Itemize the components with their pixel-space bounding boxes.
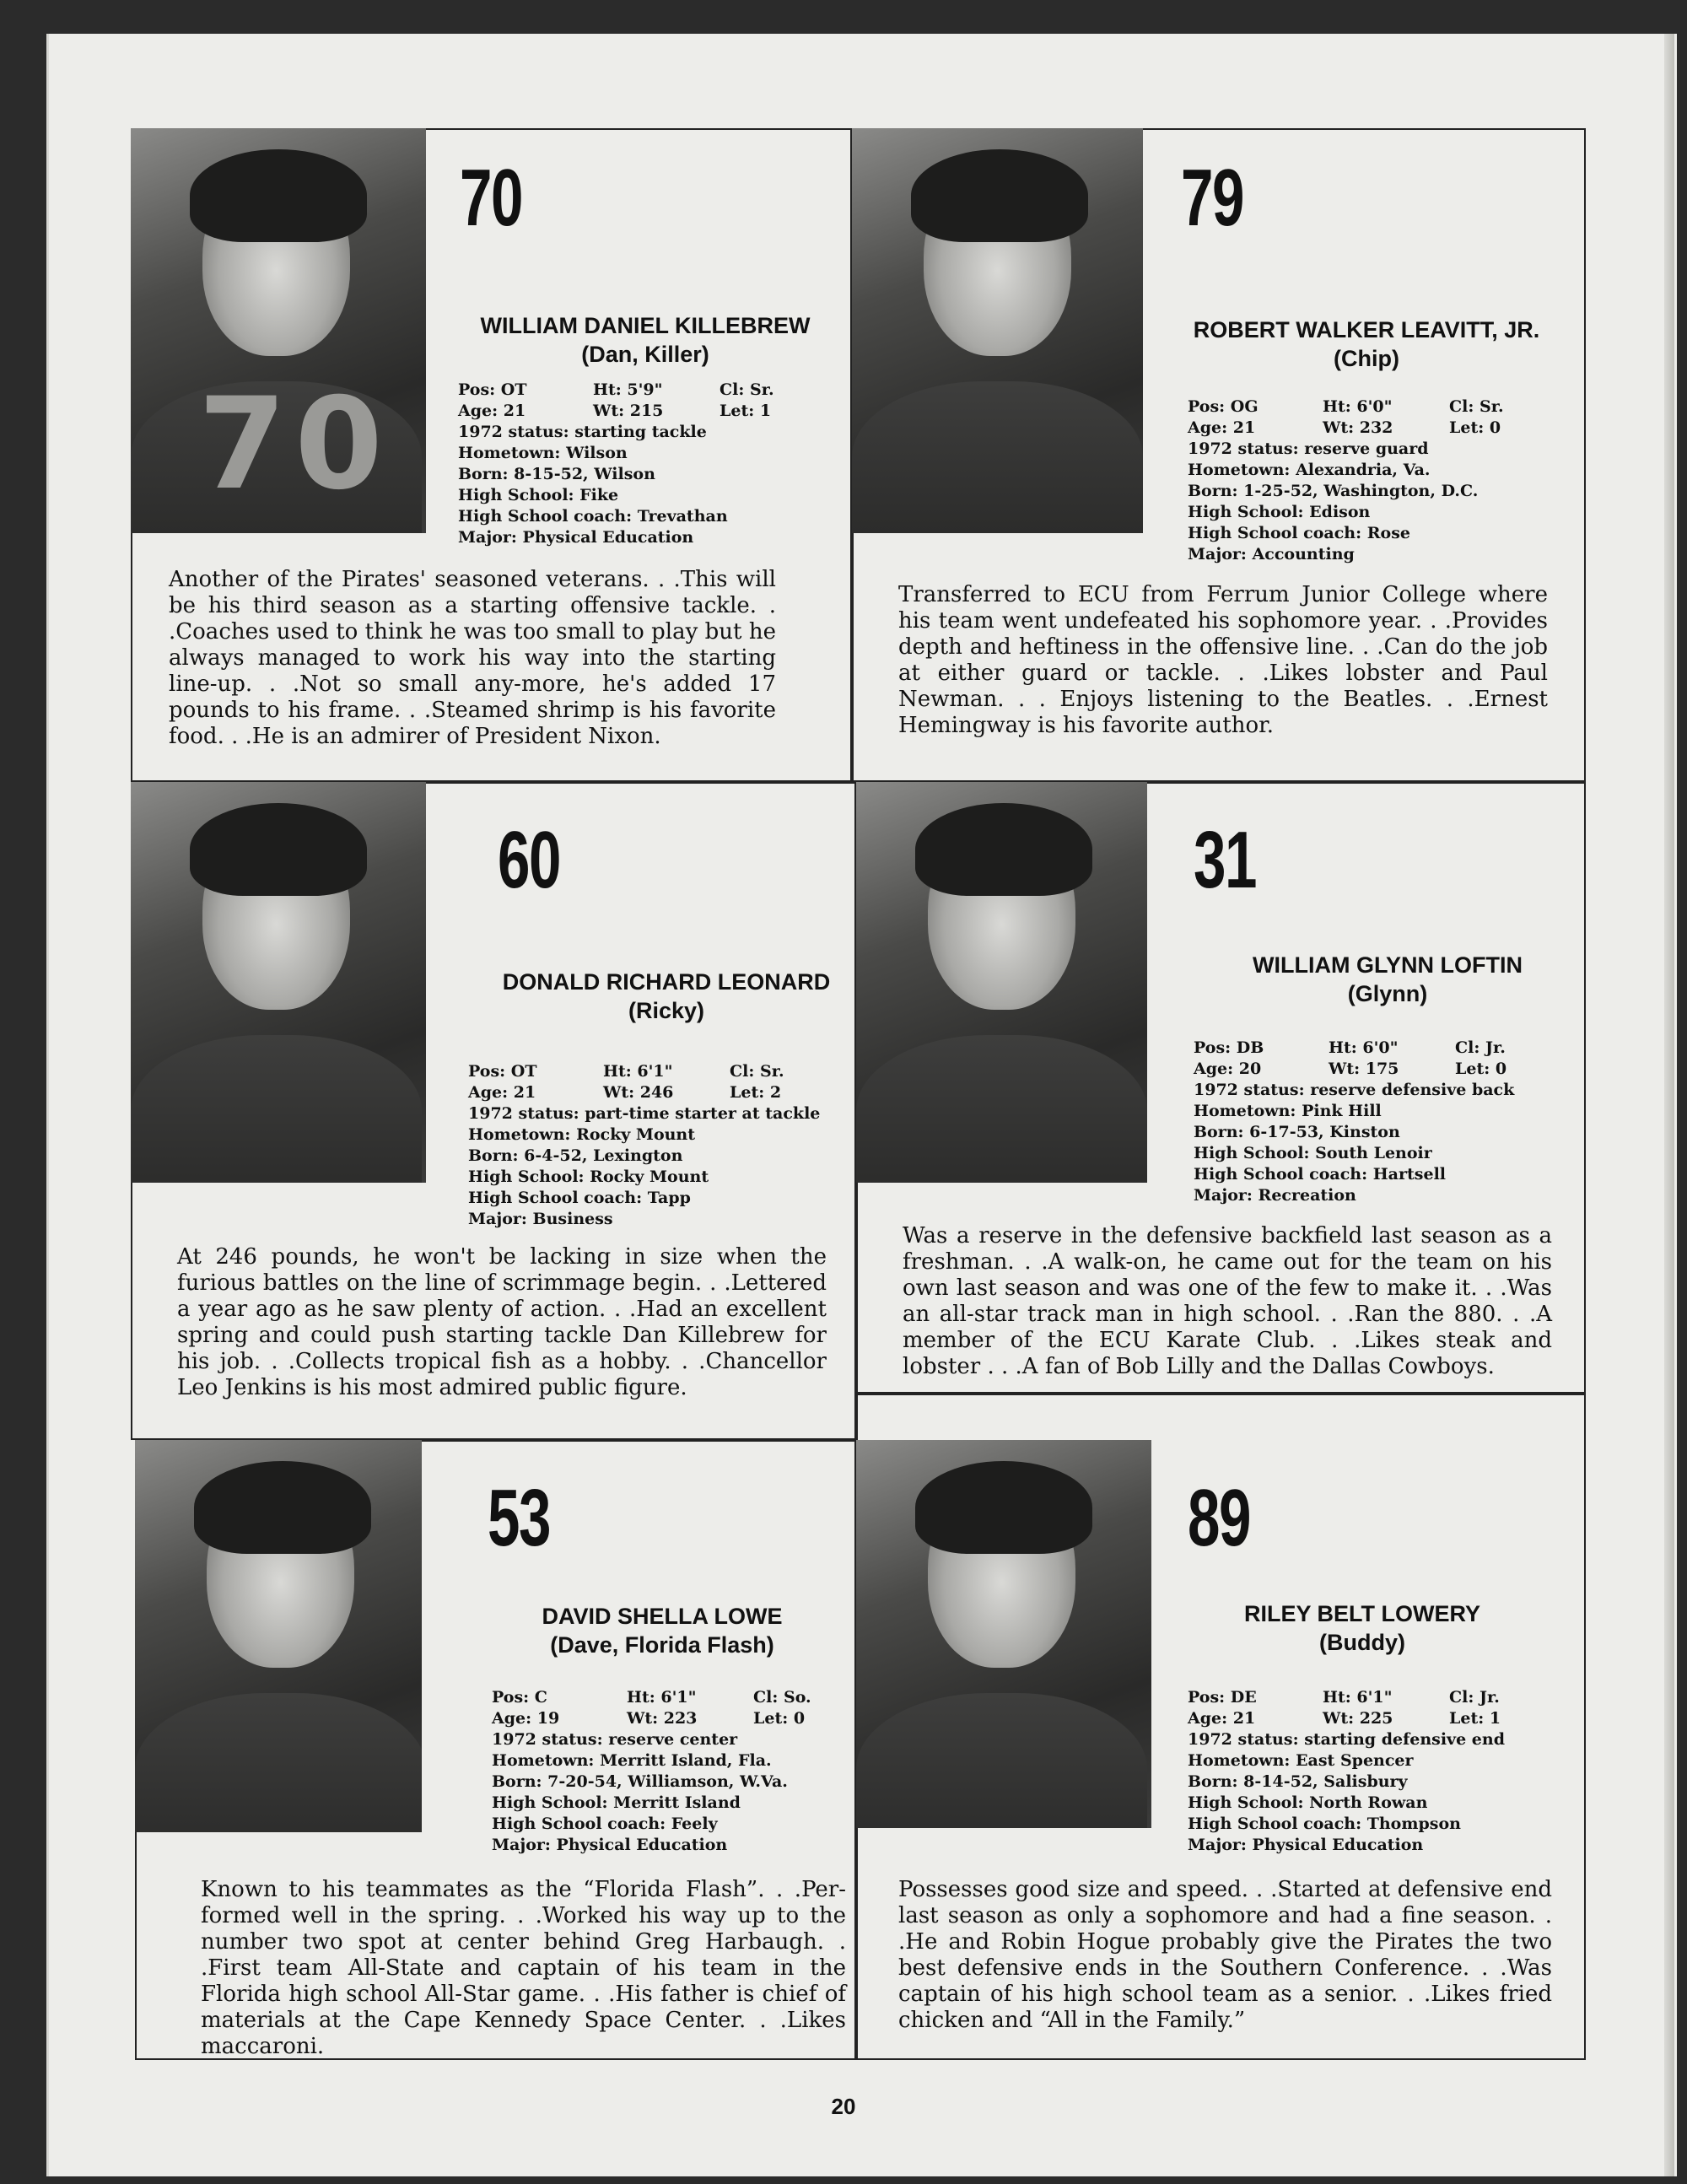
stat-born: Born: 8-14-52, Salisbury [1188, 1772, 1408, 1791]
player-number: 60 [498, 815, 561, 905]
player-number: 31 [1194, 815, 1257, 905]
player-name-block [464, 968, 869, 1026]
stat-age: Age: 21 [458, 402, 526, 420]
stat-pos: Pos: C [492, 1688, 547, 1707]
stat-major: Major: Physical Education [1188, 1836, 1424, 1854]
page-edge [1664, 34, 1674, 2176]
player-nickname: (Buddy) [1319, 1629, 1405, 1655]
stat-major: Major: Business [468, 1210, 613, 1228]
photo-hair [190, 149, 367, 242]
photo-shoulders [852, 381, 1143, 533]
photo-hair [194, 1461, 371, 1554]
photo-shoulders [856, 1035, 1147, 1183]
player-number: 89 [1188, 1473, 1251, 1563]
stat-wt: Wt: 223 [627, 1709, 698, 1728]
player-name-block [1185, 952, 1590, 1009]
stat-age: Age: 19 [492, 1709, 560, 1728]
stat-cl: Cl: Jr. [1449, 1688, 1500, 1707]
player-name-block [443, 312, 848, 369]
stat-born: Born: 8-15-52, Wilson [458, 465, 655, 483]
photo-shoulders [135, 1693, 422, 1832]
stat-hometown: Hometown: Alexandria, Va. [1188, 461, 1431, 479]
stat-ht: Ht: 6'1" [603, 1062, 673, 1081]
stat-born: Born: 7-20-54, Williamson, W.Va. [492, 1772, 788, 1791]
stat-hs-coach: High School coach: Tapp [468, 1189, 691, 1207]
player-name-block [1160, 1600, 1565, 1658]
player-name: WILLIAM DANIEL KILLEBREW [480, 313, 811, 338]
player-name: DAVID SHELLA LOWE [542, 1604, 783, 1629]
player-photo [856, 782, 1147, 1183]
stat-cl: Cl: So. [753, 1688, 811, 1707]
stat-high-school: High School: North Rowan [1188, 1793, 1428, 1812]
player-nickname: (Chip) [1334, 345, 1399, 371]
stat-born: Born: 6-4-52, Lexington [468, 1146, 683, 1165]
stat-wt: Wt: 215 [593, 402, 664, 420]
player-nickname: (Glynn) [1347, 980, 1428, 1006]
stats-row-1 [468, 1061, 822, 1082]
stats-row-1 [458, 380, 812, 401]
player-stats [458, 380, 812, 548]
player-name-block [460, 1603, 865, 1660]
stat-major: Major: Recreation [1194, 1186, 1356, 1205]
stats-row-2 [1188, 418, 1542, 439]
stat-hometown: Hometown: Merritt Island, Fla. [492, 1751, 772, 1770]
player-name: DONALD RICHARD LEONARD [502, 969, 831, 995]
player-photo [852, 128, 1143, 533]
player-name: ROBERT WALKER LEAVITT, JR. [1193, 317, 1540, 342]
stat-let: Let: 1 [720, 402, 772, 420]
stat-ht: Ht: 6'0" [1329, 1038, 1399, 1057]
stat-high-school: High School: South Lenoir [1194, 1144, 1432, 1162]
stat-born: Born: 6-17-53, Kinston [1194, 1123, 1400, 1141]
stat-hs-coach: High School coach: Hartsell [1194, 1165, 1446, 1184]
stats-row-1 [492, 1687, 846, 1708]
stat-wt: Wt: 225 [1323, 1709, 1393, 1728]
stat-hometown: Hometown: Rocky Mount [468, 1125, 696, 1144]
stats-row-2 [468, 1082, 822, 1103]
stat-age: Age: 21 [1188, 418, 1256, 437]
photo-shoulders [856, 1693, 1147, 1828]
player-photo [131, 128, 426, 533]
stat-hs-coach: High School coach: Feely [492, 1815, 718, 1833]
player-photo [131, 782, 426, 1183]
stat-hs-coach: High School coach: Rose [1188, 524, 1410, 542]
player-nickname: (Dan, Killer) [581, 341, 709, 367]
stats-row-2 [458, 401, 812, 422]
photo-hair [911, 149, 1088, 242]
photo-shoulders [131, 1035, 422, 1183]
stat-cl: Cl: Sr. [720, 380, 774, 399]
stat-let: Let: 0 [1449, 418, 1501, 437]
stat-wt: Wt: 232 [1323, 418, 1393, 437]
stat-let: Let: 1 [1449, 1709, 1501, 1728]
stats-row-1 [1188, 1687, 1542, 1708]
player-stats [1188, 1687, 1542, 1856]
page-number: 20 [831, 2094, 856, 2119]
stat-hs-coach: High School coach: Thompson [1188, 1815, 1461, 1833]
player-stats [1194, 1038, 1548, 1206]
player-bio: Was a reserve in the defensive backfield last season as a freshman. . .A walk-on, he came out for the team on his own last season and was one of the few to make it. . .Was an all-star track man in high school. . .Ran the 880. . .A member of the ECU Karate Club. . .Likes steak and lobster . . .A fan of Bob Lilly and the Dallas Cowboys. [903, 1223, 1552, 1379]
player-stats [468, 1061, 822, 1230]
stat-status: 1972 status: starting defensive end [1188, 1730, 1505, 1749]
player-bio: Another of the Pirates' seasoned veterans. . .This will be his third season as a starting offensive tackle. . .Coaches used to think he was too small to play but he always managed to work his way into the starting line-up. . .Not so small any-more, he's added 17 pounds to his frame. . .Steamed shrimp is his favorite food. . .He is an admirer of President Nixon. [169, 567, 776, 749]
stat-ht: Ht: 5'9" [593, 380, 663, 399]
stat-pos: Pos: DB [1194, 1038, 1264, 1057]
stats-row-1 [1194, 1038, 1548, 1059]
player-stats [492, 1687, 846, 1856]
player-photo [856, 1440, 1151, 1828]
photo-hair [915, 1461, 1092, 1554]
stat-pos: Pos: OT [458, 380, 527, 399]
stat-status: 1972 status: reserve guard [1188, 439, 1429, 458]
photo-hair [915, 803, 1092, 896]
stat-born: Born: 1-25-52, Washington, D.C. [1188, 482, 1479, 500]
player-name: WILLIAM GLYNN LOFTIN [1253, 952, 1523, 978]
stat-major: Major: Physical Education [492, 1836, 728, 1854]
stat-status: 1972 status: starting tackle [458, 423, 707, 441]
stats-row-2 [1194, 1059, 1548, 1080]
stat-status: 1972 status: reserve center [492, 1730, 738, 1749]
player-name-block [1164, 316, 1569, 374]
stat-ht: Ht: 6'1" [627, 1688, 697, 1707]
stat-age: Age: 20 [1194, 1060, 1262, 1078]
stat-status: 1972 status: reserve defensive back [1194, 1081, 1515, 1099]
player-stats [1188, 396, 1542, 565]
player-name: RILEY BELT LOWERY [1243, 1601, 1480, 1626]
player-bio: At 246 pounds, he won't be lacking in size when the furious battles on the line of scrimmage begin. . .Lettered a year ago as he saw plenty of action. . .Had an excellent spring and could push starting tackle Dan Killebrew for his job. . .Collects tropical fish as a hobby. . .Chancellor Leo Jenkins is his most admired public figure. [177, 1244, 827, 1400]
player-bio: Transferred to ECU from Ferrum Junior College where his team went undefeated his sophomore year. . .Provides depth and heftiness in the offensive line. . .Can do the job at either guard or tackle. . .Likes lobster and Paul Newman. . . Enjoys listening to the Beatles. . .Ernest Hemingway is his favorite author. [898, 582, 1548, 738]
player-number: 53 [488, 1473, 551, 1563]
stat-hs-coach: High School coach: Trevathan [458, 507, 728, 526]
stat-high-school: High School: Fike [458, 486, 619, 504]
player-number: 79 [1181, 153, 1244, 243]
stat-pos: Pos: OT [468, 1062, 537, 1081]
stat-let: Let: 2 [730, 1083, 782, 1102]
stat-ht: Ht: 6'0" [1323, 397, 1393, 416]
photo-hair [190, 803, 367, 896]
stat-let: Let: 0 [1455, 1060, 1507, 1078]
stat-let: Let: 0 [753, 1709, 806, 1728]
player-nickname: (Ricky) [628, 997, 705, 1023]
stat-pos: Pos: OG [1188, 397, 1259, 416]
stats-row-2 [492, 1708, 846, 1729]
stat-wt: Wt: 175 [1329, 1060, 1399, 1078]
stat-ht: Ht: 6'1" [1323, 1688, 1393, 1707]
stat-hometown: Hometown: Wilson [458, 444, 628, 462]
stat-wt: Wt: 246 [603, 1083, 674, 1102]
stat-pos: Pos: DE [1188, 1688, 1257, 1707]
player-nickname: (Dave, Florida Flash) [550, 1631, 774, 1658]
stat-cl: Cl: Sr. [730, 1062, 784, 1081]
stat-age: Age: 21 [468, 1083, 536, 1102]
player-bio: Possesses good size and speed. . .Started at defensive end last season as only a sophomore and had a fine season. . .He and Robin Hogue probably give the Pirates the two best defensive ends in the Southern Conference. . .Was captain of his high school team as a senior. . .Likes fried chicken and “All in the Family.” [898, 1877, 1552, 2033]
stat-major: Major: Physical Education [458, 528, 694, 547]
stat-high-school: High School: Rocky Mount [468, 1167, 709, 1186]
player-bio: Known to his teammates as the “Florida Flash”. . .Per-formed well in the spring. . .Worked his way up to the number two spot at center behind Greg Harbaugh. . .First team All-State and captain of his team in the Florida high school All-Star game. . .His father is chief of materials at the Cape Kennedy Space Center. . .Likes maccaroni. [201, 1877, 846, 2059]
player-photo [135, 1440, 422, 1832]
stat-hometown: Hometown: East Spencer [1188, 1751, 1414, 1770]
stat-high-school: High School: Merritt Island [492, 1793, 741, 1812]
player-number: 70 [460, 153, 523, 243]
stats-row-2 [1188, 1708, 1542, 1729]
stat-cl: Cl: Jr. [1455, 1038, 1506, 1057]
stat-major: Major: Accounting [1188, 545, 1355, 564]
jersey-number: 70 [198, 371, 391, 518]
stat-cl: Cl: Sr. [1449, 397, 1504, 416]
stat-age: Age: 21 [1188, 1709, 1256, 1728]
stat-status: 1972 status: part-time starter at tackle [468, 1104, 821, 1123]
stat-hometown: Hometown: Pink Hill [1194, 1102, 1382, 1120]
stats-row-1 [1188, 396, 1542, 418]
stat-high-school: High School: Edison [1188, 503, 1371, 521]
